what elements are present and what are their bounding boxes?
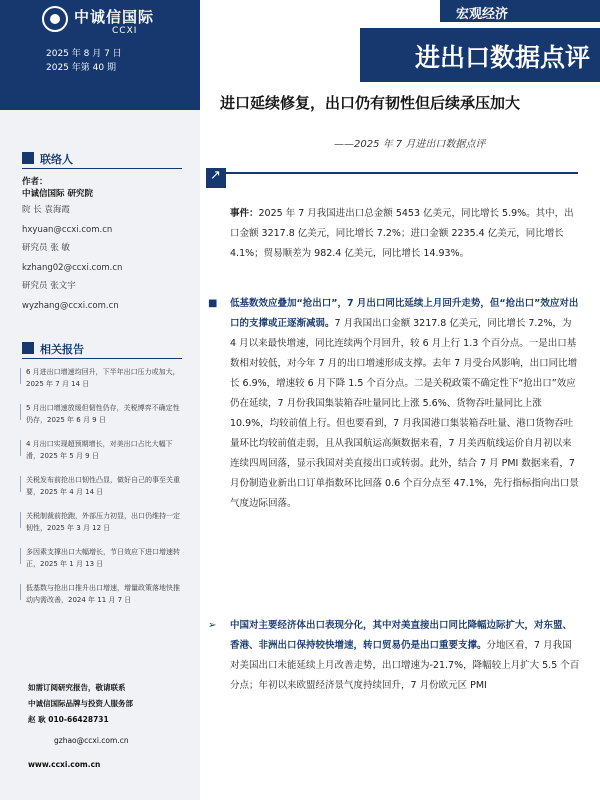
contact-email[interactable]: wyzhang@ccxi.com.cn: [22, 301, 119, 311]
ccxi-logo-icon: [42, 6, 68, 32]
related-report-link[interactable]: 6 月进出口增速均回升，下半年出口压力或加大，2025 年 7 月 14 日: [26, 366, 186, 390]
report-issue: 2025 年第 40 期: [46, 63, 116, 73]
contact-name: 院 长 袁海霞: [22, 205, 70, 215]
subscribe-dept: 中诚信国际品牌与投资人服务部: [28, 699, 133, 708]
section-rule: [206, 172, 578, 174]
report-date: 2025 年 8 月 7 日: [46, 49, 122, 59]
contact-email[interactable]: kzhang02@ccxi.com.cn: [22, 263, 123, 273]
event-label: 事件：: [230, 208, 259, 219]
section-tab: [440, 0, 600, 22]
paragraph-regions: [230, 616, 580, 696]
reports-icon: [22, 342, 34, 354]
logo-text-en: CCXI: [112, 26, 138, 36]
sidebar: [0, 110, 200, 800]
report-type-banner: [360, 28, 600, 82]
author-org: 中诚信国际 研究院: [22, 189, 93, 199]
divider: [22, 168, 182, 169]
subscribe-note: 如需订阅研究报告，敬请联系: [28, 683, 126, 692]
related-reports-heading: 相关报告: [40, 343, 84, 356]
logo-text-cn: 中诚信国际: [74, 8, 155, 26]
author-label: 作者：: [22, 177, 48, 187]
contact-name: 研究员 张 敏: [22, 243, 70, 253]
paragraph-lead: 中国对主要经济体出口表现分化，其中对美直接出口同比降幅边际扩大，对东盟、香港、非洲出口保持较快增速，转口贸易仍是出口重要支撑。: [230, 620, 573, 651]
paragraph-lead: 低基数效应叠加“抢出口”，7 月出口同比延续上月回升走势，但“抢出口”效应对出口的支撑或正逐渐减弱。: [230, 298, 579, 329]
paragraph-body: 7 月我国出口金额 3217.8 亿美元，同比增长 7.2%，为 4 月以来最快增速，同比连续两个月回升，较 6 月上行 1.3 个百分点。一是出口基数相对较低，对今年 7 月的出口增速形成支撑。去年 7 月受台风影响，出口同比增长 6.9%，增速较 6 月下降 1.5 个百分点。二是关税政策不确定性下“抢出口”效应仍在延续，7 月份我国集装箱吞吐量同比上涨 5.6%、货物吞吐量同比上涨 10.9%，均较前值上行。但也要看到，7 月我国港口集装箱吞吐量、港口货物吞吐量环比均较前值走弱，且从我国航运高频数据来看，7 月美西航线运价自月初以来连续四周回落，显示我国对美直接出口或转弱。此外，结合 7 月 PMI 数据来看，7 月份制造业新出口订单指数环比回落 0.6 个百分点至 47.1%，先行指标指向出口景气度边际回落。: [230, 318, 579, 509]
square-bullet-icon: ■: [208, 298, 218, 309]
contacts-heading: 联络人: [40, 153, 73, 166]
report-subtitle: ——2025 年 7 月进出口数据点评: [334, 139, 486, 150]
related-report-link[interactable]: 低基数与抢出口推升出口增速，增量政策落地快推动内需改善，2024 年 11 月 7 日: [26, 582, 186, 606]
contact-email[interactable]: hxyuan@ccxi.com.cn: [22, 225, 113, 235]
website-link[interactable]: www.ccxi.com.cn: [28, 760, 101, 769]
arrow-bullet-icon: ➢: [208, 620, 217, 631]
related-report-link[interactable]: 4 月出口实现超预期增长，对美出口占比大幅下滑，2025 年 5 月 9 日: [26, 438, 186, 462]
header-brand-panel: [0, 0, 200, 110]
section-label: 宏观经济: [456, 7, 509, 22]
related-report-link[interactable]: 关税发布前抢出口韧性凸显，做好自己的事至关重要，2025 年 4 月 14 日: [26, 474, 186, 498]
trend-arrow-icon: [206, 168, 226, 188]
event-text: 2025 年 7 月我国进出口总金额 5453 亿美元，同比增长 5.9%。其中，出口金额 3217.8 亿美元，同比增长 7.2%；进口金额 2235.4 亿美元，同比增长 4.1%；贸易顺差为 982.4 亿美元，同比增长 14.93%。: [230, 208, 574, 259]
contacts-icon: [22, 152, 34, 164]
banner-title: 进出口数据点评: [414, 43, 590, 72]
report-title: 进口延续修复，出口仍有韧性但后续承压加大: [220, 94, 521, 112]
subscribe-phone: 赵 耿 010-66428731: [28, 715, 109, 724]
related-report-link[interactable]: 多因素支撑出口大幅增长，节日效应下进口增速转正，2025 年 1 月 13 日: [26, 546, 186, 570]
divider: [22, 358, 182, 359]
contact-name: 研究员 张文宇: [22, 281, 76, 291]
related-report-link[interactable]: 关税制裁前抢跑，外部压力初显，出口仍维持一定韧性，2025 年 3 月 12 日: [26, 510, 186, 534]
paragraph-body: 分地区看，7 月我国对美国出口未能延续上月改善走势，出口增速为-21.7%，降幅较上月扩大 5.5 个百分点；年初以来欧盟经济景气度持续回升，7 月份欧元区 PMI: [230, 640, 580, 691]
subscribe-email[interactable]: gzhao@ccxi.com.cn: [54, 736, 129, 745]
paragraph-export: [230, 294, 580, 514]
related-report-link[interactable]: 5 月出口增速放缓但韧性仍存，关税博弈不确定性仍存，2025 年 6 月 9 日: [26, 402, 186, 426]
event-paragraph: [230, 204, 580, 264]
